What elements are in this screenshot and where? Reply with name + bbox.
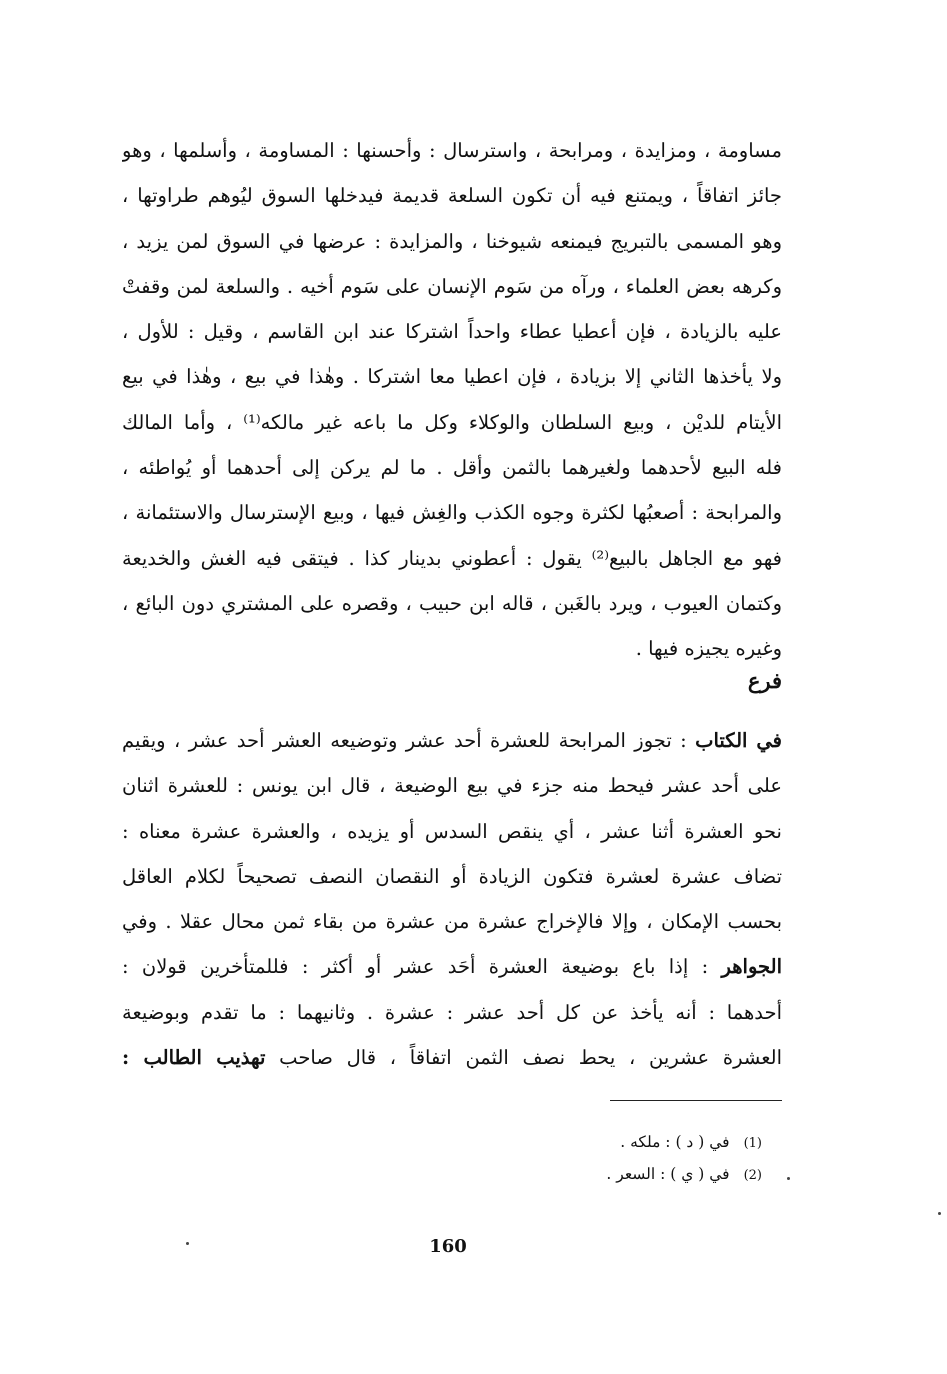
footnote-text: في ( د ) : ملكه .: [620, 1133, 730, 1151]
text-line: [122, 854, 782, 899]
text-line: فله البيع لأحدهما ولغيرهما بالثمن وأقل . ما لم يركن إلى أحدهما أو يُواطئه ،: [122, 456, 782, 480]
text-line: مساومة ، ومزايدة ، ومرابحة ، واسترسال : وأحسنها : المساومة ، وأسلمها ، وهو: [122, 139, 782, 162]
text-line: [122, 990, 782, 1035]
footnote-text: في ( ي ) : السعر .: [606, 1165, 730, 1183]
text-line: وهو المسمى بالتبريج فيمنعه شيوخنا ، والمزايدة : عرضها في السوق لمن يزيد ،: [122, 229, 782, 253]
bold-source-name: تهذيب الطالب :: [122, 1046, 266, 1070]
page-number: 160: [429, 1236, 467, 1257]
bold-source-name: الجواهر: [721, 955, 782, 979]
line-text: أحدهما : أنه يأخذ عن كل أحد عشر : عشرة . وثانيهما : ما تقدم وبوضيعة: [122, 1000, 782, 1024]
text-line: وكرهه بعض العلماء ، ورآه من سَوم الإنسان على سَوم أخيه . والسلعة لمن وقفتْ: [122, 274, 782, 298]
footnotes: [606, 1126, 762, 1190]
text-line: ولا يأخذها الثاني إلا بزيادة ، فإن اعطيا معا اشتركا . وهٰذا في بيع ، وهٰذا في بيع: [122, 365, 782, 389]
line-text: العشرة عشرين ، يحط نصف الثمن اتفاقاً ، قال صاحب: [265, 1046, 782, 1070]
paragraph-2: [122, 718, 782, 1080]
text-line: [122, 944, 782, 989]
text-line: فهو مع الجاهل بالبيع⁽²⁾ يقول : أعطوني بدينار كذا . فيتقى فيه الغش والخديعة: [122, 546, 782, 570]
scan-speck: [938, 1212, 941, 1215]
text-line: [122, 809, 782, 854]
footnote-separator: [610, 1100, 782, 1101]
footnote-number: (1): [743, 1136, 762, 1151]
line-text: بحسب الإمكان ، وإلا فالإخراج عشرة من عشرة من بقاء ثمن محال عقلا . وفي: [122, 910, 782, 934]
footnote: [606, 1158, 762, 1190]
footnote: [606, 1126, 762, 1158]
footnote-number: (2): [743, 1168, 762, 1183]
text-line: الأيتام للديْن ، وبيع السلطان والوكلاء وكل ما باعه غير مالكه⁽¹⁾ ، وأما المالك: [122, 410, 782, 434]
text-line: عليه بالزيادة ، فإن أعطيا عطاء واحداً اشتركا عند ابن القاسم ، وقيل : للأول ،: [122, 320, 782, 344]
text-line: [122, 718, 782, 763]
text-line: جائز اتفاقاً ، ويمتنع فيه أن تكون السلعة قديمة فيدخلها السوق ليُوهم طراوتها ،: [122, 184, 782, 208]
text-line: وغيره يجيزه فيها .: [635, 637, 782, 661]
text-line: والمرابحة : أصعبُها لكثرة وجوه الكذب والغِش فيها ، وبيع الإسترسال والاستئمانة ،: [122, 501, 782, 525]
line-text: : تجوز المرابحة للعشرة أحد عشر وتوضيعه العشر أحد عشر ، ويقيم: [122, 729, 696, 752]
text-line: [122, 763, 782, 808]
line-text: : إذا باع بوضيعة العشرة أحَد عشر أو أكثر : فللمتأخرين قولان :: [122, 955, 722, 979]
text-line: وكتمان العيوب ، ويرد بالغَبن ، قاله ابن حبيب ، وقصره على المشتري دون البائع ،: [122, 591, 782, 615]
text-line: [122, 899, 782, 944]
line-text: تضاف عشرة لعشرة فتكون الزيادة أو النقصان النصف تصحيحاً لكلام العاقل: [122, 864, 782, 888]
section-heading: فرع: [747, 668, 782, 693]
scan-speck: [787, 1177, 790, 1180]
bold-source-name: في الكتاب: [695, 729, 782, 752]
scan-speck: [186, 1242, 189, 1245]
line-text: نحو العشرة أثنا عشر ، أي ينقص السدس أو يزيده ، والعشرة عشرة معناه :: [122, 819, 782, 843]
line-text: على أحد عشر فيحط منه جزء في بيع الوضيعة ، قال ابن يونس : للعشرة اثنان: [122, 774, 782, 798]
text-line: [122, 1035, 782, 1080]
paragraph-1: [122, 128, 782, 672]
